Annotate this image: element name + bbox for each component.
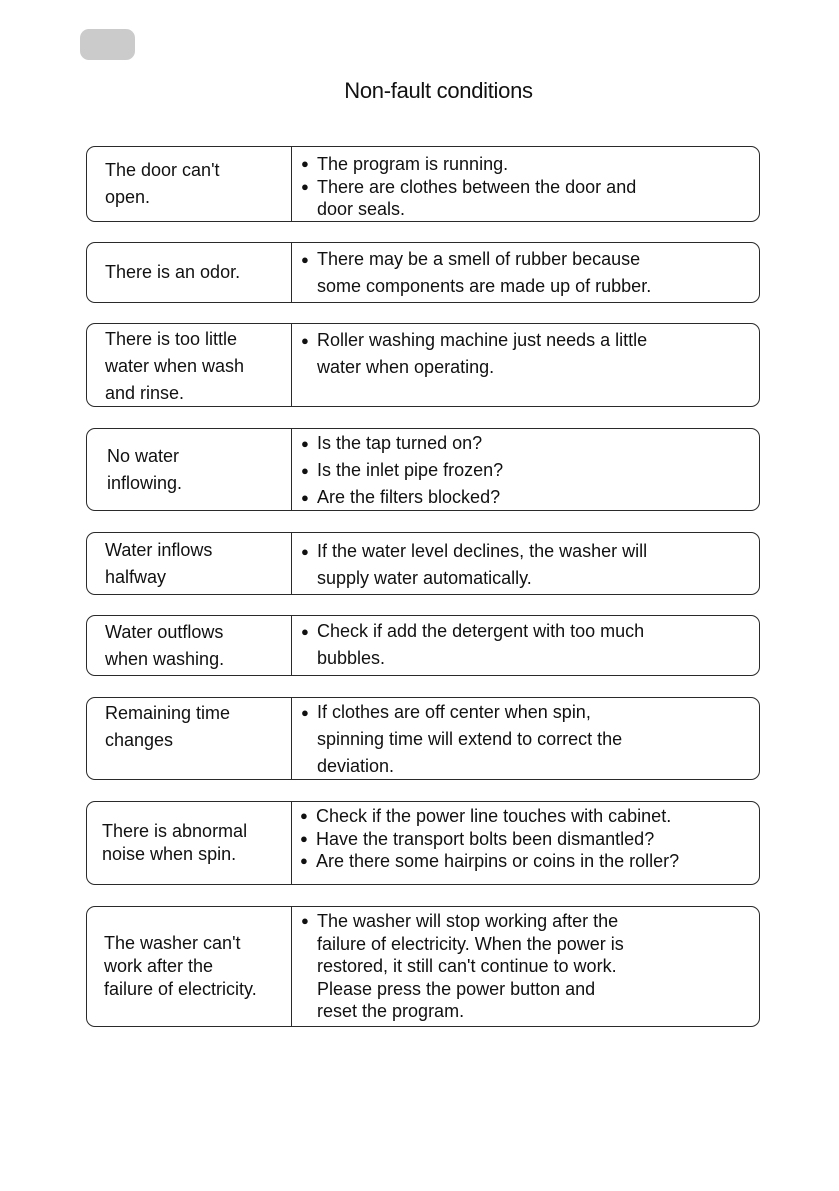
bullet-icon: ●: [301, 624, 309, 639]
condition-text: The door can't open.: [105, 160, 220, 207]
explanation-cell: [292, 698, 759, 779]
condition-text: There is too little water when wash and rinse.: [105, 329, 245, 403]
explanation-text: Is the tap turned on?: [317, 433, 483, 453]
explanation-text: The washer will stop working after the failure of electricity. When the power is restored, it still can't continue to work. Please press the power button and reset the program.: [317, 911, 624, 1021]
condition-text: Water inflows halfway: [105, 539, 213, 587]
bullet-icon: ●: [300, 830, 308, 846]
condition-text: There is abnormal noise when spin.: [102, 821, 248, 864]
condition-text: The washer can't work after the failure of electricity.: [104, 933, 257, 999]
list-item: [301, 153, 759, 176]
explanation-cell: [292, 429, 759, 510]
condition-cell: [87, 802, 292, 884]
condition-text: There is an odor.: [105, 262, 241, 282]
list-item: [301, 484, 759, 511]
explanation-cell: [292, 907, 759, 1026]
bullet-icon: ●: [300, 853, 308, 868]
condition-text: No water inflowing.: [107, 445, 183, 493]
explanation-text: The program is running.: [317, 154, 509, 174]
explanation-text: Check if the power line touches with cabinet.: [316, 806, 672, 826]
condition-cell: [87, 429, 292, 510]
explanation-text: Roller washing machine just needs a little water when operating.: [317, 330, 648, 377]
condition-row-remaining-time: [86, 697, 760, 780]
page-title: Non-fault conditions: [344, 78, 533, 103]
condition-cell: [87, 616, 292, 675]
condition-cell: [87, 243, 292, 302]
bullet-icon: ●: [301, 156, 309, 171]
condition-cell: [87, 907, 292, 1026]
explanation-cell: [292, 243, 759, 302]
list-item: [301, 618, 759, 672]
bullet-icon: ●: [301, 463, 309, 478]
list-item: [300, 828, 759, 851]
bullet-icon: ●: [301, 544, 309, 559]
explanation-text: Is the inlet pipe frozen?: [317, 460, 504, 480]
explanation-cell: [292, 616, 759, 675]
list-item: [300, 805, 759, 828]
bullet-icon: ●: [300, 808, 308, 823]
condition-cell: [87, 698, 292, 779]
explanation-text: There may be a smell of rubber because some components are made up of rubber.: [317, 249, 652, 296]
condition-row-power-failure: [86, 906, 760, 1027]
bullet-icon: ●: [301, 178, 309, 194]
condition-row-no-water: [86, 428, 760, 511]
explanation-text: There are clothes between the door and door seals.: [317, 176, 637, 219]
condition-row-abnormal-noise: [86, 801, 760, 885]
list-item: [301, 246, 759, 300]
condition-cell: [87, 533, 292, 594]
condition-row-odor: [86, 242, 760, 303]
explanation-text: Check if add the detergent with too much bubbles.: [317, 621, 645, 668]
condition-row-door: [86, 146, 760, 222]
list-item: [301, 910, 759, 1023]
list-item: [301, 430, 759, 457]
explanation-text: Are the filters blocked?: [317, 487, 501, 507]
explanation-cell: [292, 802, 759, 884]
bullet-icon: ●: [301, 436, 309, 451]
explanation-cell: [292, 533, 759, 594]
bullet-icon: ●: [301, 913, 309, 928]
explanation-text: Are there some hairpins or coins in the roller?: [316, 851, 680, 871]
bullet-icon: ●: [301, 252, 309, 267]
bullet-icon: ●: [301, 333, 309, 348]
condition-row-too-little-water: [86, 323, 760, 407]
explanation-cell: [292, 147, 759, 221]
bullet-icon: ●: [301, 490, 309, 505]
bullet-icon: ●: [301, 705, 309, 720]
list-item: [301, 699, 759, 780]
condition-cell: [87, 324, 292, 406]
explanation-text: Have the transport bolts been dismantled?: [316, 828, 655, 849]
list-item: [300, 850, 759, 873]
condition-cell: [87, 147, 292, 221]
condition-row-outflows: [86, 615, 760, 676]
list-item: [301, 176, 759, 221]
condition-text: Remaining time changes: [105, 703, 231, 750]
explanation-text: If the water level declines, the washer will supply water automatically.: [317, 541, 648, 588]
page-tab-marker: [80, 29, 135, 60]
condition-text: Water outflows when washing.: [105, 621, 225, 669]
list-item: [301, 327, 759, 381]
condition-row-inflows-halfway: [86, 532, 760, 595]
list-item: [301, 538, 759, 592]
explanation-text: If clothes are off center when spin, spinning time will extend to correct the deviation.: [317, 702, 623, 776]
explanation-cell: [292, 324, 759, 406]
list-item: [301, 457, 759, 484]
